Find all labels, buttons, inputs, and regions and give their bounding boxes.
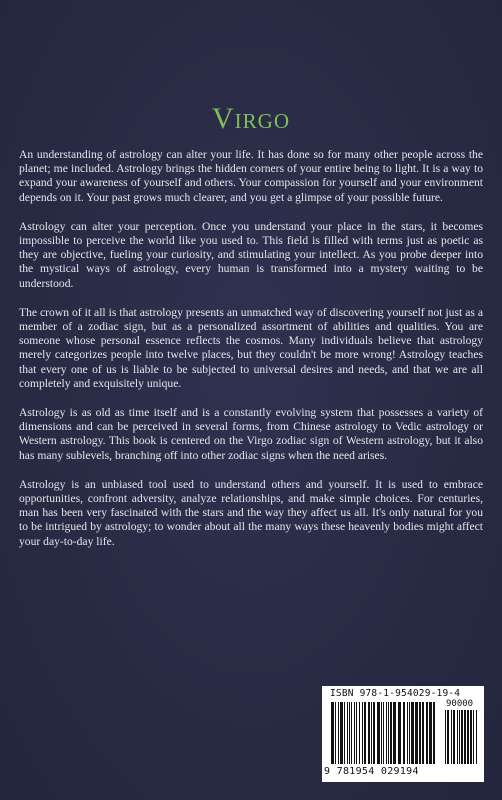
barcode-bar — [340, 702, 343, 764]
barcode-bar — [393, 702, 396, 764]
barcode-bar — [461, 710, 463, 764]
barcode-bar — [426, 702, 428, 764]
barcode-bar — [356, 702, 357, 764]
barcode-bar — [377, 702, 380, 764]
barcode-bar — [459, 710, 460, 764]
barcode-bar — [453, 710, 455, 764]
barcode-bar — [344, 702, 345, 764]
barcode-bar — [457, 710, 458, 764]
barcode-bar — [383, 702, 384, 764]
barcode-bar — [411, 702, 414, 764]
book-title: Virgo — [212, 102, 290, 136]
barcode-bar — [476, 710, 477, 764]
barcode-bar — [464, 710, 466, 764]
barcode-bar — [445, 710, 446, 764]
barcode-bar — [447, 710, 449, 764]
barcode-bar — [419, 702, 421, 764]
barcode-bar — [368, 702, 370, 764]
barcode-bars-icon — [330, 702, 436, 764]
barcode-bar — [398, 702, 401, 764]
price-code: 90000 — [446, 699, 474, 709]
barcode-bar — [451, 710, 452, 764]
barcode-bar — [373, 702, 375, 764]
barcode-addon-bars-icon — [444, 710, 478, 764]
barcode-bar — [470, 710, 472, 764]
barcode-bar — [364, 702, 366, 764]
blurb-paragraph-2: Astrology can alter your perception. Once you understand your place in the stars, it becomes impossible to perceive the world like you used to. This field is filled with terms just as poetic as they are objective, fueling your curiosity, and stimulating your intellect. As you probe deeper into the mystical ways of astrology, every human is transformed into a mystery waiting to be understood. — [19, 219, 483, 290]
barcode-bar — [386, 702, 387, 764]
blurb-paragraph-1: An understanding of astrology can alter your life. It has done so for many other people across the planet; me included. Astrology brings the hidden corners of your entire being to light. It is a way to expand your awareness of yourself and others. Your compassion for yourself and your environment depends on it. Your past grows much clearer, and you get a glimpse of your possible future. — [19, 148, 483, 204]
barcode-bar — [403, 702, 405, 764]
blurb-paragraph-4: Astrology is as old as time itself and is a constantly evolving system that possesses a variety of dimensions and can be perceived in several forms, from Chinese astrology to Vedic astrology or Western astrology. This book is centered on the Virgo zodiac sign of Western astrology, but it also has many sublevels, branching off into other zodiac signs when the need arises. — [19, 406, 483, 462]
barcode-bar — [381, 702, 382, 764]
barcode-bar — [390, 702, 392, 764]
barcode-bar — [407, 702, 408, 764]
isbn-barcode — [322, 686, 484, 782]
isbn-label: ISBN 978-1-954029-19-4 — [330, 688, 461, 699]
ean-digits: 9 781954 029194 — [324, 766, 419, 777]
barcode-bar — [409, 702, 410, 764]
blurb-paragraph-3: The crown of it all is that astrology presents an unmatched way of discovering yourself not just as a member of a zodiac sign, but as a personalized assortment of abilities and qualities. You are someone whose personal essence reflects the cosmos. Many individuals believe that astrology merely categorizes people into twelve places, but they couldn't be more wrong! Astrology teaches that every one of us is liable to be subjected to universal desires and needs, and that we are all completely and exquisitely unique. — [19, 305, 483, 390]
barcode-bar — [349, 702, 350, 764]
barcode-bar — [429, 702, 432, 764]
barcode-bar — [415, 702, 418, 764]
barcode-bar — [433, 702, 435, 764]
barcode-bar — [335, 702, 336, 764]
barcode-bar — [467, 710, 469, 764]
barcode-bar — [347, 702, 348, 764]
barcode-bar — [473, 710, 474, 764]
blurb — [19, 148, 483, 564]
barcode-bar — [331, 702, 334, 764]
barcode-bar — [362, 702, 363, 764]
barcode-bar — [422, 702, 424, 764]
barcode-bar — [359, 702, 360, 764]
blurb-paragraph-5: Astrology is an unbiased tool used to understand others and yourself. It is used to embrace opportunities, confront adversity, analyze relationships, and make simple choices. For centuries, man has been very fascinated with the stars and the way they affect us all. It's only natural for you to be intrigued by astrology; to wonder about all the many ways these heavenly bodies might affect your day-to-day life. — [19, 477, 483, 548]
barcode-bar — [354, 702, 355, 764]
barcode-bar — [351, 702, 352, 764]
barcode-bar — [388, 702, 389, 764]
barcode-bar — [371, 702, 372, 764]
barcode-bar — [338, 702, 339, 764]
